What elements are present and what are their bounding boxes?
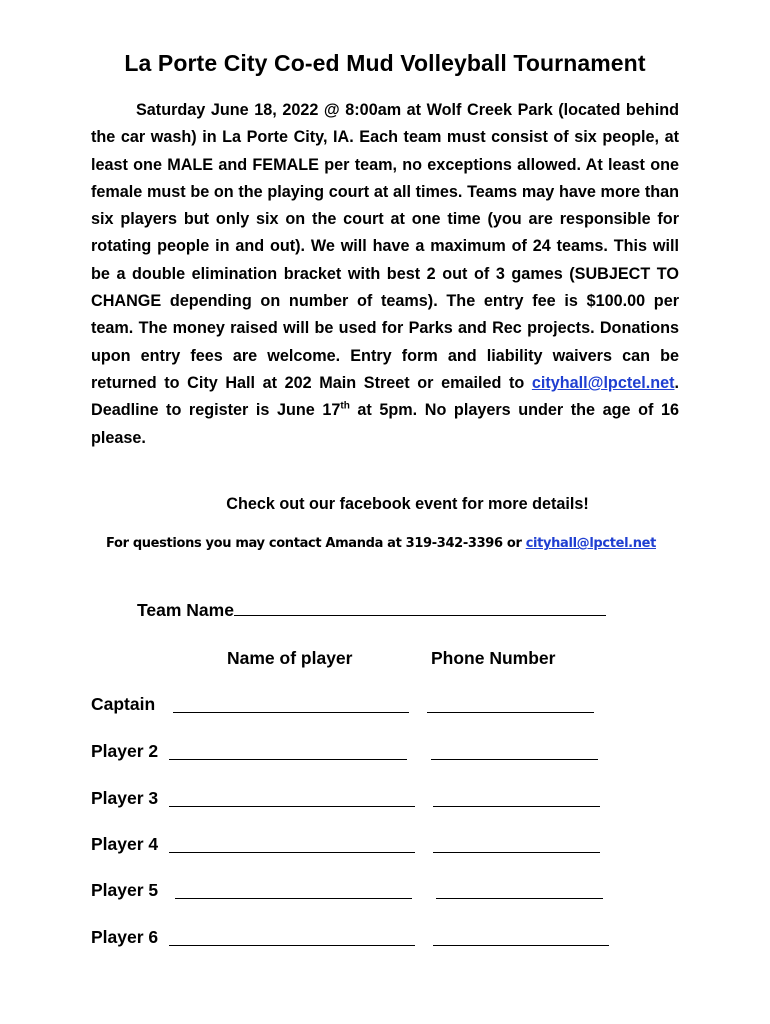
date-ordinal-superscript: th [340, 400, 350, 412]
player-row-5 [91, 880, 691, 910]
player-phone-blank[interactable] [433, 852, 600, 853]
player-phone-blank[interactable] [433, 945, 609, 946]
player-row-4 [91, 834, 691, 864]
tournament-description [91, 97, 679, 452]
player-name-blank[interactable] [169, 945, 415, 946]
player-row-label: Player 3 [91, 788, 159, 808]
description-part-2: . Deadline to register is June 17 [91, 373, 679, 420]
contact-line [106, 536, 656, 551]
contact-text: For questions you may contact Amanda at 319-342-3396 or [106, 536, 526, 551]
team-name-label: Team Name [137, 600, 234, 620]
player-row-label: Captain [91, 694, 156, 714]
facebook-note: Check out our facebook event for more details! [226, 495, 589, 513]
player-name-blank[interactable] [169, 759, 407, 760]
player-phone-blank[interactable] [433, 806, 600, 807]
player-row-label: Player 5 [91, 880, 159, 900]
player-phone-blank[interactable] [427, 712, 594, 713]
player-name-blank[interactable] [169, 852, 415, 853]
player-phone-blank[interactable] [436, 898, 603, 899]
team-name-field [137, 600, 606, 621]
player-row-label: Player 4 [91, 834, 159, 854]
player-row-3 [91, 788, 691, 818]
description-part-3: at 5pm. No players under the age of 16 please. [91, 401, 680, 447]
page-title: La Porte City Co-ed Mud Volleyball Tournament [124, 50, 646, 76]
player-row-captain [91, 694, 691, 724]
player-name-blank[interactable] [169, 806, 415, 807]
player-row-label: Player 6 [91, 927, 159, 947]
player-name-blank[interactable] [175, 898, 412, 899]
player-row-label: Player 2 [91, 741, 159, 761]
contact-email-link[interactable]: cityhall@lpctel.net [525, 536, 657, 551]
description-part-1: Saturday June 18, 2022 @ 8:00am at Wolf Creek Park (located behind the car wash) in La Porte City, IA. Each team must consist of six people, at least one MALE and FEMALE per team, no exceptions allowed. At least one female must be on the playing court at all times. Teams may have more than six players but only six on the court at one time (you are responsible for rotating people in and out). We will have a maximum of 24 teams. This will be a double elimination bracket with best 2 out of 3 games (SUBJECT TO CHANGE depending on number of teams). The entry fee is $100.00 per team. The money raised will be used for Parks and Rec projects. Donations upon entry fees are welcome. Entry form and liability waivers can be returned to City Hall at 202 Main Street or emailed to [91, 101, 679, 392]
column-header-phone: Phone Number [431, 648, 556, 668]
column-header-name: Name of player [227, 648, 353, 668]
team-name-blank[interactable] [234, 601, 606, 616]
email-link[interactable]: cityhall@lpctel.net [531, 373, 675, 392]
player-name-blank[interactable] [173, 712, 409, 713]
player-row-6 [91, 927, 691, 957]
player-row-2 [91, 741, 691, 771]
player-phone-blank[interactable] [431, 759, 598, 760]
